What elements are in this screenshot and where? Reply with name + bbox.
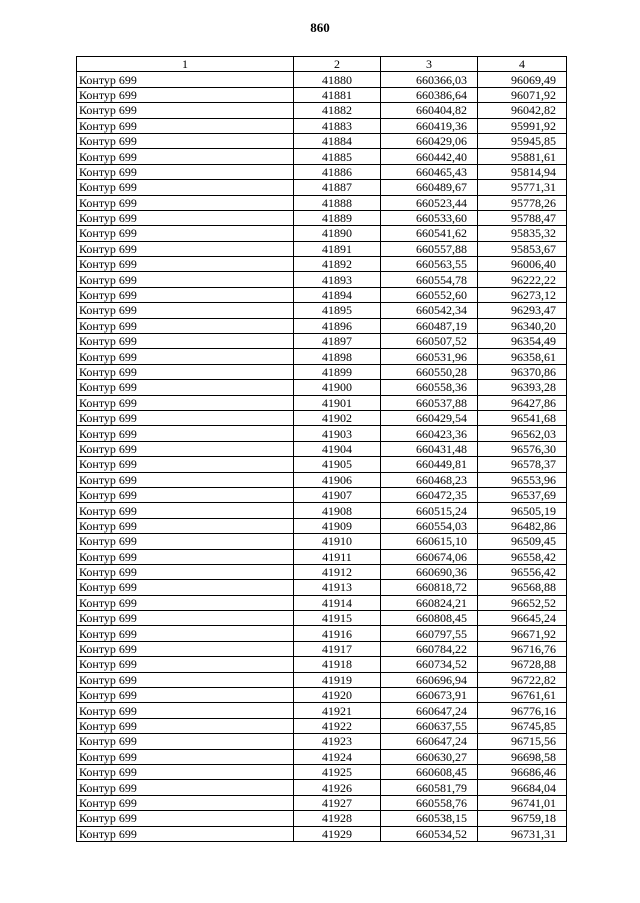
y-coordinate-cell: 96553,96 bbox=[478, 472, 567, 487]
y-coordinate-cell: 96645,24 bbox=[478, 611, 567, 626]
point-number-cell: 41920 bbox=[294, 688, 381, 703]
point-number-cell: 41912 bbox=[294, 564, 381, 579]
table-row bbox=[77, 703, 567, 718]
point-number-cell: 41926 bbox=[294, 780, 381, 795]
x-coordinate-cell: 660523,44 bbox=[381, 195, 478, 210]
table-row bbox=[77, 549, 567, 564]
x-coordinate-cell: 660542,34 bbox=[381, 303, 478, 318]
table-row bbox=[77, 534, 567, 549]
table-row bbox=[77, 718, 567, 733]
table-row bbox=[77, 241, 567, 256]
x-coordinate-cell: 660489,67 bbox=[381, 180, 478, 195]
contour-name-cell: Контур 699 bbox=[77, 318, 294, 333]
point-number-cell: 41880 bbox=[294, 72, 381, 87]
table-row bbox=[77, 395, 567, 410]
table-row bbox=[77, 657, 567, 672]
x-coordinate-cell: 660557,88 bbox=[381, 241, 478, 256]
x-coordinate-cell: 660690,36 bbox=[381, 564, 478, 579]
contour-name-cell: Контур 699 bbox=[77, 795, 294, 810]
point-number-cell: 41888 bbox=[294, 195, 381, 210]
point-number-cell: 41903 bbox=[294, 426, 381, 441]
y-coordinate-cell: 96716,76 bbox=[478, 641, 567, 656]
x-coordinate-cell: 660472,35 bbox=[381, 487, 478, 502]
x-coordinate-cell: 660797,55 bbox=[381, 626, 478, 641]
point-number-cell: 41891 bbox=[294, 241, 381, 256]
y-coordinate-cell: 95881,61 bbox=[478, 149, 567, 164]
point-number-cell: 41892 bbox=[294, 257, 381, 272]
point-number-cell: 41928 bbox=[294, 811, 381, 826]
contour-name-cell: Контур 699 bbox=[77, 503, 294, 518]
coordinates-table bbox=[76, 56, 567, 842]
y-coordinate-cell: 96745,85 bbox=[478, 718, 567, 733]
point-number-cell: 41900 bbox=[294, 380, 381, 395]
contour-name-cell: Контур 699 bbox=[77, 672, 294, 687]
contour-name-cell: Контур 699 bbox=[77, 734, 294, 749]
x-coordinate-cell: 660637,55 bbox=[381, 718, 478, 733]
point-number-cell: 41894 bbox=[294, 287, 381, 302]
x-coordinate-cell: 660734,52 bbox=[381, 657, 478, 672]
table-row bbox=[77, 441, 567, 456]
y-coordinate-cell: 96042,82 bbox=[478, 103, 567, 118]
x-coordinate-cell: 660431,48 bbox=[381, 441, 478, 456]
contour-name-cell: Контур 699 bbox=[77, 72, 294, 87]
y-coordinate-cell: 96293,47 bbox=[478, 303, 567, 318]
column-header: 2 bbox=[294, 57, 381, 72]
y-coordinate-cell: 96684,04 bbox=[478, 780, 567, 795]
y-coordinate-cell: 95788,47 bbox=[478, 210, 567, 225]
table-row bbox=[77, 380, 567, 395]
y-coordinate-cell: 96340,20 bbox=[478, 318, 567, 333]
point-number-cell: 41922 bbox=[294, 718, 381, 733]
table-row bbox=[77, 149, 567, 164]
x-coordinate-cell: 660554,03 bbox=[381, 518, 478, 533]
point-number-cell: 41893 bbox=[294, 272, 381, 287]
x-coordinate-cell: 660533,60 bbox=[381, 210, 478, 225]
contour-name-cell: Контур 699 bbox=[77, 164, 294, 179]
y-coordinate-cell: 96731,31 bbox=[478, 826, 567, 841]
column-header: 3 bbox=[381, 57, 478, 72]
table-row bbox=[77, 688, 567, 703]
point-number-cell: 41899 bbox=[294, 364, 381, 379]
x-coordinate-cell: 660534,52 bbox=[381, 826, 478, 841]
page-number: 860 bbox=[310, 20, 330, 35]
point-number-cell: 41909 bbox=[294, 518, 381, 533]
point-number-cell: 41927 bbox=[294, 795, 381, 810]
x-coordinate-cell: 660515,24 bbox=[381, 503, 478, 518]
point-number-cell: 41907 bbox=[294, 487, 381, 502]
contour-name-cell: Контур 699 bbox=[77, 564, 294, 579]
x-coordinate-cell: 660531,96 bbox=[381, 349, 478, 364]
contour-name-cell: Контур 699 bbox=[77, 87, 294, 102]
y-coordinate-cell: 96393,28 bbox=[478, 380, 567, 395]
y-coordinate-cell: 95778,26 bbox=[478, 195, 567, 210]
y-coordinate-cell: 96273,12 bbox=[478, 287, 567, 302]
point-number-cell: 41896 bbox=[294, 318, 381, 333]
y-coordinate-cell: 96741,01 bbox=[478, 795, 567, 810]
table-row bbox=[77, 503, 567, 518]
x-coordinate-cell: 660784,22 bbox=[381, 641, 478, 656]
y-coordinate-cell: 96222,22 bbox=[478, 272, 567, 287]
x-coordinate-cell: 660404,82 bbox=[381, 103, 478, 118]
contour-name-cell: Контур 699 bbox=[77, 549, 294, 564]
table-row bbox=[77, 257, 567, 272]
table-row bbox=[77, 826, 567, 841]
contour-name-cell: Контур 699 bbox=[77, 118, 294, 133]
table-row bbox=[77, 641, 567, 656]
x-coordinate-cell: 660673,91 bbox=[381, 688, 478, 703]
point-number-cell: 41901 bbox=[294, 395, 381, 410]
point-number-cell: 41887 bbox=[294, 180, 381, 195]
point-number-cell: 41897 bbox=[294, 334, 381, 349]
y-coordinate-cell: 96698,58 bbox=[478, 749, 567, 764]
x-coordinate-cell: 660554,78 bbox=[381, 272, 478, 287]
contour-name-cell: Контур 699 bbox=[77, 580, 294, 595]
table-row bbox=[77, 811, 567, 826]
contour-name-cell: Контур 699 bbox=[77, 534, 294, 549]
table-row bbox=[77, 672, 567, 687]
x-coordinate-cell: 660449,81 bbox=[381, 457, 478, 472]
table-row bbox=[77, 226, 567, 241]
y-coordinate-cell: 95853,67 bbox=[478, 241, 567, 256]
point-number-cell: 41886 bbox=[294, 164, 381, 179]
table-row bbox=[77, 564, 567, 579]
x-coordinate-cell: 660487,19 bbox=[381, 318, 478, 333]
x-coordinate-cell: 660537,88 bbox=[381, 395, 478, 410]
point-number-cell: 41917 bbox=[294, 641, 381, 656]
contour-name-cell: Контур 699 bbox=[77, 180, 294, 195]
point-number-cell: 41881 bbox=[294, 87, 381, 102]
contour-name-cell: Контур 699 bbox=[77, 472, 294, 487]
contour-name-cell: Контур 699 bbox=[77, 364, 294, 379]
y-coordinate-cell: 95814,94 bbox=[478, 164, 567, 179]
contour-name-cell: Контур 699 bbox=[77, 764, 294, 779]
x-coordinate-cell: 660818,72 bbox=[381, 580, 478, 595]
table-row bbox=[77, 210, 567, 225]
point-number-cell: 41885 bbox=[294, 149, 381, 164]
table-row bbox=[77, 318, 567, 333]
point-number-cell: 41884 bbox=[294, 133, 381, 148]
y-coordinate-cell: 95771,31 bbox=[478, 180, 567, 195]
contour-name-cell: Контур 699 bbox=[77, 303, 294, 318]
x-coordinate-cell: 660419,36 bbox=[381, 118, 478, 133]
contour-name-cell: Контур 699 bbox=[77, 410, 294, 425]
point-number-cell: 41923 bbox=[294, 734, 381, 749]
point-number-cell: 41913 bbox=[294, 580, 381, 595]
y-coordinate-cell: 96761,61 bbox=[478, 688, 567, 703]
table-row bbox=[77, 410, 567, 425]
x-coordinate-cell: 660615,10 bbox=[381, 534, 478, 549]
contour-name-cell: Контур 699 bbox=[77, 226, 294, 241]
x-coordinate-cell: 660423,36 bbox=[381, 426, 478, 441]
y-coordinate-cell: 96556,42 bbox=[478, 564, 567, 579]
table-row bbox=[77, 780, 567, 795]
table-row bbox=[77, 626, 567, 641]
x-coordinate-cell: 660608,45 bbox=[381, 764, 478, 779]
table-row bbox=[77, 364, 567, 379]
contour-name-cell: Контур 699 bbox=[77, 641, 294, 656]
point-number-cell: 41906 bbox=[294, 472, 381, 487]
y-coordinate-cell: 95991,92 bbox=[478, 118, 567, 133]
x-coordinate-cell: 660647,24 bbox=[381, 703, 478, 718]
x-coordinate-cell: 660550,28 bbox=[381, 364, 478, 379]
contour-name-cell: Контур 699 bbox=[77, 780, 294, 795]
contour-name-cell: Контур 699 bbox=[77, 826, 294, 841]
point-number-cell: 41911 bbox=[294, 549, 381, 564]
point-number-cell: 41910 bbox=[294, 534, 381, 549]
x-coordinate-cell: 660581,79 bbox=[381, 780, 478, 795]
contour-name-cell: Контур 699 bbox=[77, 287, 294, 302]
y-coordinate-cell: 96759,18 bbox=[478, 811, 567, 826]
contour-name-cell: Контур 699 bbox=[77, 595, 294, 610]
contour-name-cell: Контур 699 bbox=[77, 380, 294, 395]
point-number-cell: 41916 bbox=[294, 626, 381, 641]
contour-name-cell: Контур 699 bbox=[77, 257, 294, 272]
y-coordinate-cell: 95945,85 bbox=[478, 133, 567, 148]
x-coordinate-cell: 660630,27 bbox=[381, 749, 478, 764]
x-coordinate-cell: 660468,23 bbox=[381, 472, 478, 487]
y-coordinate-cell: 96505,19 bbox=[478, 503, 567, 518]
table-row bbox=[77, 611, 567, 626]
x-coordinate-cell: 660386,64 bbox=[381, 87, 478, 102]
y-coordinate-cell: 96686,46 bbox=[478, 764, 567, 779]
x-coordinate-cell: 660429,06 bbox=[381, 133, 478, 148]
point-number-cell: 41883 bbox=[294, 118, 381, 133]
point-number-cell: 41890 bbox=[294, 226, 381, 241]
x-coordinate-cell: 660647,24 bbox=[381, 734, 478, 749]
table-row bbox=[77, 195, 567, 210]
contour-name-cell: Контур 699 bbox=[77, 703, 294, 718]
contour-name-cell: Контур 699 bbox=[77, 334, 294, 349]
contour-name-cell: Контур 699 bbox=[77, 272, 294, 287]
point-number-cell: 41919 bbox=[294, 672, 381, 687]
table-row bbox=[77, 133, 567, 148]
table-row bbox=[77, 426, 567, 441]
point-number-cell: 41929 bbox=[294, 826, 381, 841]
x-coordinate-cell: 660563,55 bbox=[381, 257, 478, 272]
contour-name-cell: Контур 699 bbox=[77, 718, 294, 733]
y-coordinate-cell: 96482,86 bbox=[478, 518, 567, 533]
contour-name-cell: Контур 699 bbox=[77, 149, 294, 164]
point-number-cell: 41902 bbox=[294, 410, 381, 425]
y-coordinate-cell: 96358,61 bbox=[478, 349, 567, 364]
y-coordinate-cell: 96578,37 bbox=[478, 457, 567, 472]
table-row bbox=[77, 303, 567, 318]
point-number-cell: 41895 bbox=[294, 303, 381, 318]
table-row bbox=[77, 118, 567, 133]
table-row bbox=[77, 87, 567, 102]
y-coordinate-cell: 95835,32 bbox=[478, 226, 567, 241]
contour-name-cell: Контур 699 bbox=[77, 657, 294, 672]
y-coordinate-cell: 96728,88 bbox=[478, 657, 567, 672]
point-number-cell: 41898 bbox=[294, 349, 381, 364]
x-coordinate-cell: 660696,94 bbox=[381, 672, 478, 687]
table-row bbox=[77, 457, 567, 472]
y-coordinate-cell: 96354,49 bbox=[478, 334, 567, 349]
point-number-cell: 41915 bbox=[294, 611, 381, 626]
table-row bbox=[77, 349, 567, 364]
contour-name-cell: Контур 699 bbox=[77, 518, 294, 533]
x-coordinate-cell: 660429,54 bbox=[381, 410, 478, 425]
y-coordinate-cell: 96722,82 bbox=[478, 672, 567, 687]
y-coordinate-cell: 96576,30 bbox=[478, 441, 567, 456]
y-coordinate-cell: 96370,86 bbox=[478, 364, 567, 379]
y-coordinate-cell: 96671,92 bbox=[478, 626, 567, 641]
contour-name-cell: Контур 699 bbox=[77, 103, 294, 118]
x-coordinate-cell: 660808,45 bbox=[381, 611, 478, 626]
table-row bbox=[77, 334, 567, 349]
table-row bbox=[77, 72, 567, 87]
contour-name-cell: Контур 699 bbox=[77, 349, 294, 364]
contour-name-cell: Контур 699 bbox=[77, 395, 294, 410]
x-coordinate-cell: 660558,76 bbox=[381, 795, 478, 810]
y-coordinate-cell: 96776,16 bbox=[478, 703, 567, 718]
contour-name-cell: Контур 699 bbox=[77, 241, 294, 256]
contour-name-cell: Контур 699 bbox=[77, 626, 294, 641]
table-row bbox=[77, 103, 567, 118]
y-coordinate-cell: 96069,49 bbox=[478, 72, 567, 87]
x-coordinate-cell: 660824,21 bbox=[381, 595, 478, 610]
table-row bbox=[77, 580, 567, 595]
table-row bbox=[77, 472, 567, 487]
x-coordinate-cell: 660552,60 bbox=[381, 287, 478, 302]
table-header-row bbox=[77, 57, 567, 72]
contour-name-cell: Контур 699 bbox=[77, 426, 294, 441]
table-row bbox=[77, 287, 567, 302]
y-coordinate-cell: 96537,69 bbox=[478, 487, 567, 502]
contour-name-cell: Контур 699 bbox=[77, 688, 294, 703]
table-row bbox=[77, 595, 567, 610]
table-row bbox=[77, 180, 567, 195]
y-coordinate-cell: 96427,86 bbox=[478, 395, 567, 410]
x-coordinate-cell: 660442,40 bbox=[381, 149, 478, 164]
point-number-cell: 41889 bbox=[294, 210, 381, 225]
contour-name-cell: Контур 699 bbox=[77, 611, 294, 626]
x-coordinate-cell: 660465,43 bbox=[381, 164, 478, 179]
x-coordinate-cell: 660558,36 bbox=[381, 380, 478, 395]
point-number-cell: 41904 bbox=[294, 441, 381, 456]
table-row bbox=[77, 518, 567, 533]
contour-name-cell: Контур 699 bbox=[77, 457, 294, 472]
y-coordinate-cell: 96568,88 bbox=[478, 580, 567, 595]
contour-name-cell: Контур 699 bbox=[77, 210, 294, 225]
contour-name-cell: Контур 699 bbox=[77, 133, 294, 148]
y-coordinate-cell: 96509,45 bbox=[478, 534, 567, 549]
table-row bbox=[77, 272, 567, 287]
table-row bbox=[77, 734, 567, 749]
y-coordinate-cell: 96558,42 bbox=[478, 549, 567, 564]
point-number-cell: 41908 bbox=[294, 503, 381, 518]
table-row bbox=[77, 795, 567, 810]
table-row bbox=[77, 164, 567, 179]
point-number-cell: 41882 bbox=[294, 103, 381, 118]
column-header: 4 bbox=[478, 57, 567, 72]
y-coordinate-cell: 96071,92 bbox=[478, 87, 567, 102]
point-number-cell: 41905 bbox=[294, 457, 381, 472]
point-number-cell: 41921 bbox=[294, 703, 381, 718]
y-coordinate-cell: 96006,40 bbox=[478, 257, 567, 272]
x-coordinate-cell: 660507,52 bbox=[381, 334, 478, 349]
point-number-cell: 41918 bbox=[294, 657, 381, 672]
table-row bbox=[77, 487, 567, 502]
x-coordinate-cell: 660538,15 bbox=[381, 811, 478, 826]
point-number-cell: 41924 bbox=[294, 749, 381, 764]
contour-name-cell: Контур 699 bbox=[77, 749, 294, 764]
x-coordinate-cell: 660366,03 bbox=[381, 72, 478, 87]
point-number-cell: 41914 bbox=[294, 595, 381, 610]
point-number-cell: 41925 bbox=[294, 764, 381, 779]
contour-name-cell: Контур 699 bbox=[77, 195, 294, 210]
contour-name-cell: Контур 699 bbox=[77, 441, 294, 456]
y-coordinate-cell: 96715,56 bbox=[478, 734, 567, 749]
contour-name-cell: Контур 699 bbox=[77, 811, 294, 826]
x-coordinate-cell: 660541,62 bbox=[381, 226, 478, 241]
table-body bbox=[77, 72, 567, 842]
x-coordinate-cell: 660674,06 bbox=[381, 549, 478, 564]
contour-name-cell: Контур 699 bbox=[77, 487, 294, 502]
table-row bbox=[77, 764, 567, 779]
y-coordinate-cell: 96541,68 bbox=[478, 410, 567, 425]
y-coordinate-cell: 96562,03 bbox=[478, 426, 567, 441]
column-header: 1 bbox=[77, 57, 294, 72]
table-row bbox=[77, 749, 567, 764]
y-coordinate-cell: 96652,52 bbox=[478, 595, 567, 610]
